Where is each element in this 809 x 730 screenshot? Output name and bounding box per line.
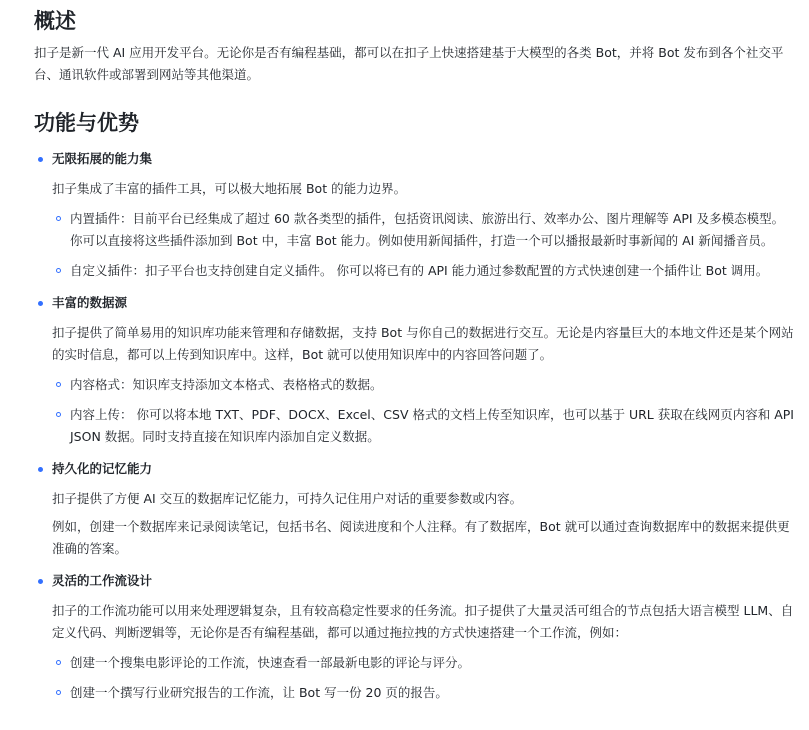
feature-title: 持久化的记忆能力 — [52, 461, 153, 476]
feature-subitem — [52, 208, 799, 252]
bullet-ring-icon — [56, 412, 61, 417]
feature-description: 扣子提供了方便 AI 交互的数据库记忆能力，可持久记住用户对话的重要参数或内容。 — [52, 491, 523, 506]
feature-description: 扣子集成了丰富的插件工具，可以极大地拓展 Bot 的能力边界。 — [52, 181, 407, 196]
feature-item — [34, 148, 799, 282]
feature-description: 扣子提供了简单易用的知识库功能来管理和存储数据，支持 Bot 与你自己的数据进行交互。无论是内容量巨大的本地文件还是某个网站的实时信息，都可以上传到知识库中。这样，Bot 就可以使用知识库中的内容回答问题了。 — [52, 325, 794, 362]
feature-subitem — [52, 404, 799, 448]
bullet-dot-icon — [38, 579, 43, 584]
subitem-text: 创建一个搜集电影评论的工作流，快速查看一部最新电影的评论与评分。 — [70, 655, 471, 670]
feature-description: 例如，创建一个数据库来记录阅读笔记，包括书名、阅读进度和个人注释。有了数据库，Bot 就可以通过查询数据库中的数据来提供更准确的答案。 — [52, 519, 790, 556]
feature-title: 无限拓展的能力集 — [52, 151, 153, 166]
bullet-dot-icon — [38, 467, 43, 472]
bullet-dot-icon — [38, 157, 43, 162]
bullet-ring-icon — [56, 268, 61, 273]
feature-title: 丰富的数据源 — [52, 295, 128, 310]
subitem-text: 内容格式：知识库支持添加文本格式、表格格式的数据。 — [70, 377, 383, 392]
feature-list — [34, 148, 799, 704]
bullet-ring-icon — [56, 382, 61, 387]
overview-paragraph: 扣子是新一代 AI 应用开发平台。无论你是否有编程基础，都可以在扣子上快速搭建基于大模型的各类 Bot，并将 Bot 发布到各个社交平台、通讯软件或部署到网站等其他渠道。 — [34, 45, 784, 82]
feature-subitem — [52, 374, 799, 396]
feature-item — [34, 458, 799, 560]
bullet-ring-icon — [56, 216, 61, 221]
overview-heading: 概述 — [34, 9, 76, 33]
feature-subitem — [52, 682, 799, 704]
feature-item — [34, 292, 799, 448]
bullet-ring-icon — [56, 690, 61, 695]
subitem-text: 内容上传： 你可以将本地 TXT、PDF、DOCX、Excel、CSV 格式的文档上传至知识库，也可以基于 URL 获取在线网页内容和 API JSON 数据。同时支持直接在知识库内添加自定义数据。 — [70, 407, 794, 444]
bullet-ring-icon — [56, 660, 61, 665]
feature-item — [34, 570, 799, 704]
bullet-dot-icon — [38, 301, 43, 306]
feature-description: 扣子的工作流功能可以用来处理逻辑复杂，且有较高稳定性要求的任务流。扣子提供了大量灵活可组合的节点包括大语言模型 LLM、自定义代码、判断逻辑等，无论你是否有编程基础，都可以通过拖拉拽的方式快速搭建一个工作流，例如： — [52, 603, 794, 640]
subitem-text: 创建一个撰写行业研究报告的工作流，让 Bot 写一份 20 页的报告。 — [70, 685, 448, 700]
feature-title: 灵活的工作流设计 — [52, 573, 153, 588]
subitem-text: 自定义插件：扣子平台也支持创建自定义插件。 你可以将已有的 API 能力通过参数配置的方式快速创建一个插件让 Bot 调用。 — [70, 263, 769, 278]
feature-subitem — [52, 652, 799, 674]
feature-subitem — [52, 260, 799, 282]
features-heading: 功能与优势 — [34, 111, 139, 135]
subitem-text: 内置插件：目前平台已经集成了超过 60 款各类型的插件，包括资讯阅读、旅游出行、效率办公、图片理解等 API 及多模态模型。 你可以直接将这些插件添加到 Bot 中，丰富 Bot 能力。例如使用新闻插件，打造一个可以播报最新时事新闻的 AI 新闻播音员。 — [70, 211, 785, 248]
